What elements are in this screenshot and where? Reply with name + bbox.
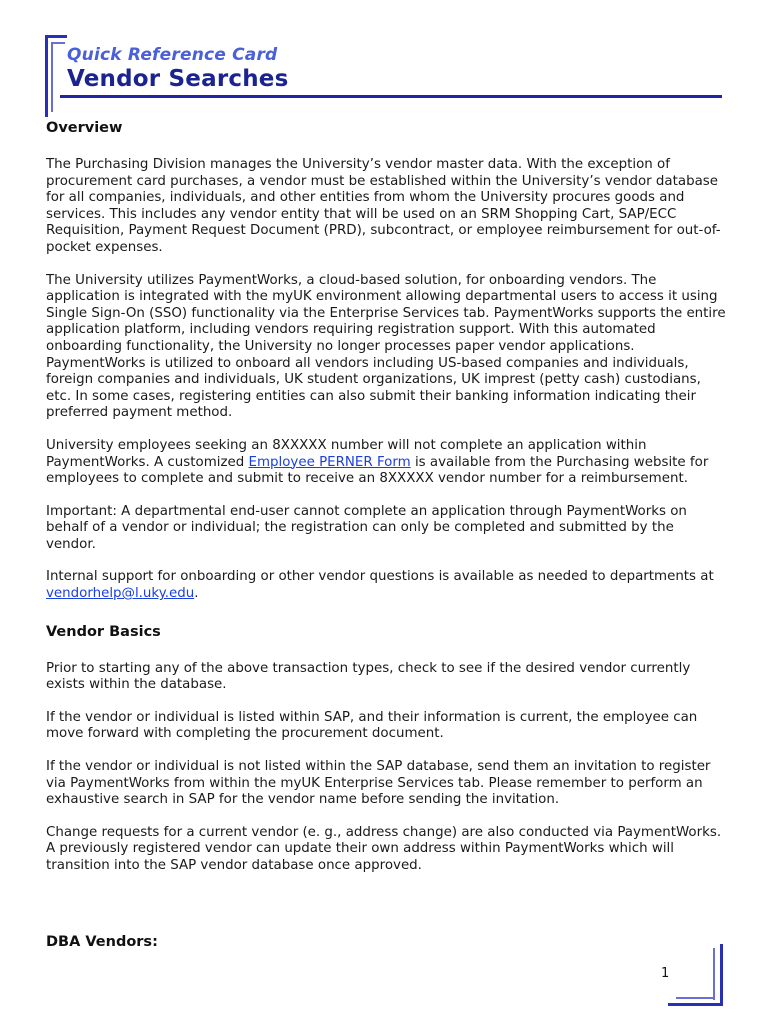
vendor-basics-paragraph-4: Change requests for a current vendor (e. g., address change) are also conducted via PaymentWorks. A previously registered vendor can update their own address within PaymentWorks which will transition into the SAP vendor database once approved.: [46, 824, 722, 873]
overview-paragraph-4: Important: A departmental end-user cannot complete an application through PaymentWorks on behalf of a vendor or individual; the registration can only be completed and submitted by the vendor.: [46, 503, 687, 552]
vendor-basics-paragraph-1: Prior to starting any of the above transaction types, check to see if the desired vendor currently exists within the database.: [46, 660, 691, 693]
vendorhelp-email-link[interactable]: vendorhelp@l.uky.edu: [46, 586, 195, 602]
overview-p5-text-after: .: [194, 586, 199, 602]
overview-paragraph-2: The University utilizes PaymentWorks, a cloud-based solution, for onboarding vendors. The application is integrated with the myUK environment allowing departmental users to access it using Single Sign-On (SSO) functionality via the Enterprise Services tab. PaymentWorks supports the entire application platform, including vendors requiring registration support. With this automated onboarding functionality, the University no longer processes paper vendor applications. PaymentWorks is utilized to onboard all vendors including US-based companies and individuals, foreign companies and individuals, UK student organizations, UK imprest (petty cash) custodians, etc. In some cases, registering entities can also submit their banking information indicating their preferred payment method.: [46, 272, 726, 421]
header-bracket-inner: [51, 42, 53, 112]
vendor-basics-heading: Vendor Basics: [46, 623, 161, 640]
footer-bracket-inner-bottom: [676, 997, 715, 999]
footer-bracket-inner: [713, 948, 715, 1000]
page-number: 1: [661, 966, 670, 981]
header-bracket-inner-top: [51, 42, 65, 44]
main-content: [46, 119, 726, 951]
header-rule: [60, 95, 722, 98]
overview-paragraph-5: [46, 569, 726, 602]
header-bracket-outer: [45, 35, 48, 117]
footer-bracket-outer-bottom: [668, 1003, 723, 1006]
doc-title: Vendor Searches: [67, 66, 289, 92]
overview-paragraph-3: [46, 438, 726, 488]
overview-paragraph-1: The Purchasing Division manages the University’s vendor master data. With the exception of procurement card purchases, a vendor must be established within the University’s vendor database for all companies, individuals, and other entities from whom the University procures goods and services. This includes any vendor entity that will be used on an SRM Shopping Cart, SAP/ECC Requisition, Payment Request Document (PRD), subcontract, or employee reimbursement for out-of-pocket expenses.: [46, 157, 721, 255]
dba-vendors-heading: DBA Vendors:: [46, 933, 158, 950]
header-bracket-outer-top: [45, 35, 67, 38]
overview-p3-text-after: is available from the Purchasing website for employees to complete and submit to receive an 8XXXXX vendor number for a reimbursement.: [46, 454, 709, 487]
vendor-basics-paragraph-3: If the vendor or individual is not listed within the SAP database, send them an invitation to register via PaymentWorks from within the myUK Enterprise Services tab. Please remember to perform an exhaustive search in SAP for the vendor name before sending the invitation.: [46, 759, 711, 808]
doc-subtitle: Quick Reference Card: [67, 45, 278, 65]
overview-p3-text-before: University employees seeking an 8XXXXX number will not complete an application within PaymentWorks. A customized: [46, 437, 647, 470]
employee-perner-form-link[interactable]: Employee PERNER Form: [248, 454, 411, 470]
vendor-basics-paragraph-2: If the vendor or individual is listed within SAP, and their information is current, the employee can move forward with completing the procurement document.: [46, 709, 698, 742]
footer-bracket-outer: [720, 944, 723, 1006]
overview-p5-text-before: Internal support for onboarding or other vendor questions is available as needed to departments at: [46, 569, 714, 585]
overview-heading: Overview: [46, 120, 123, 136]
